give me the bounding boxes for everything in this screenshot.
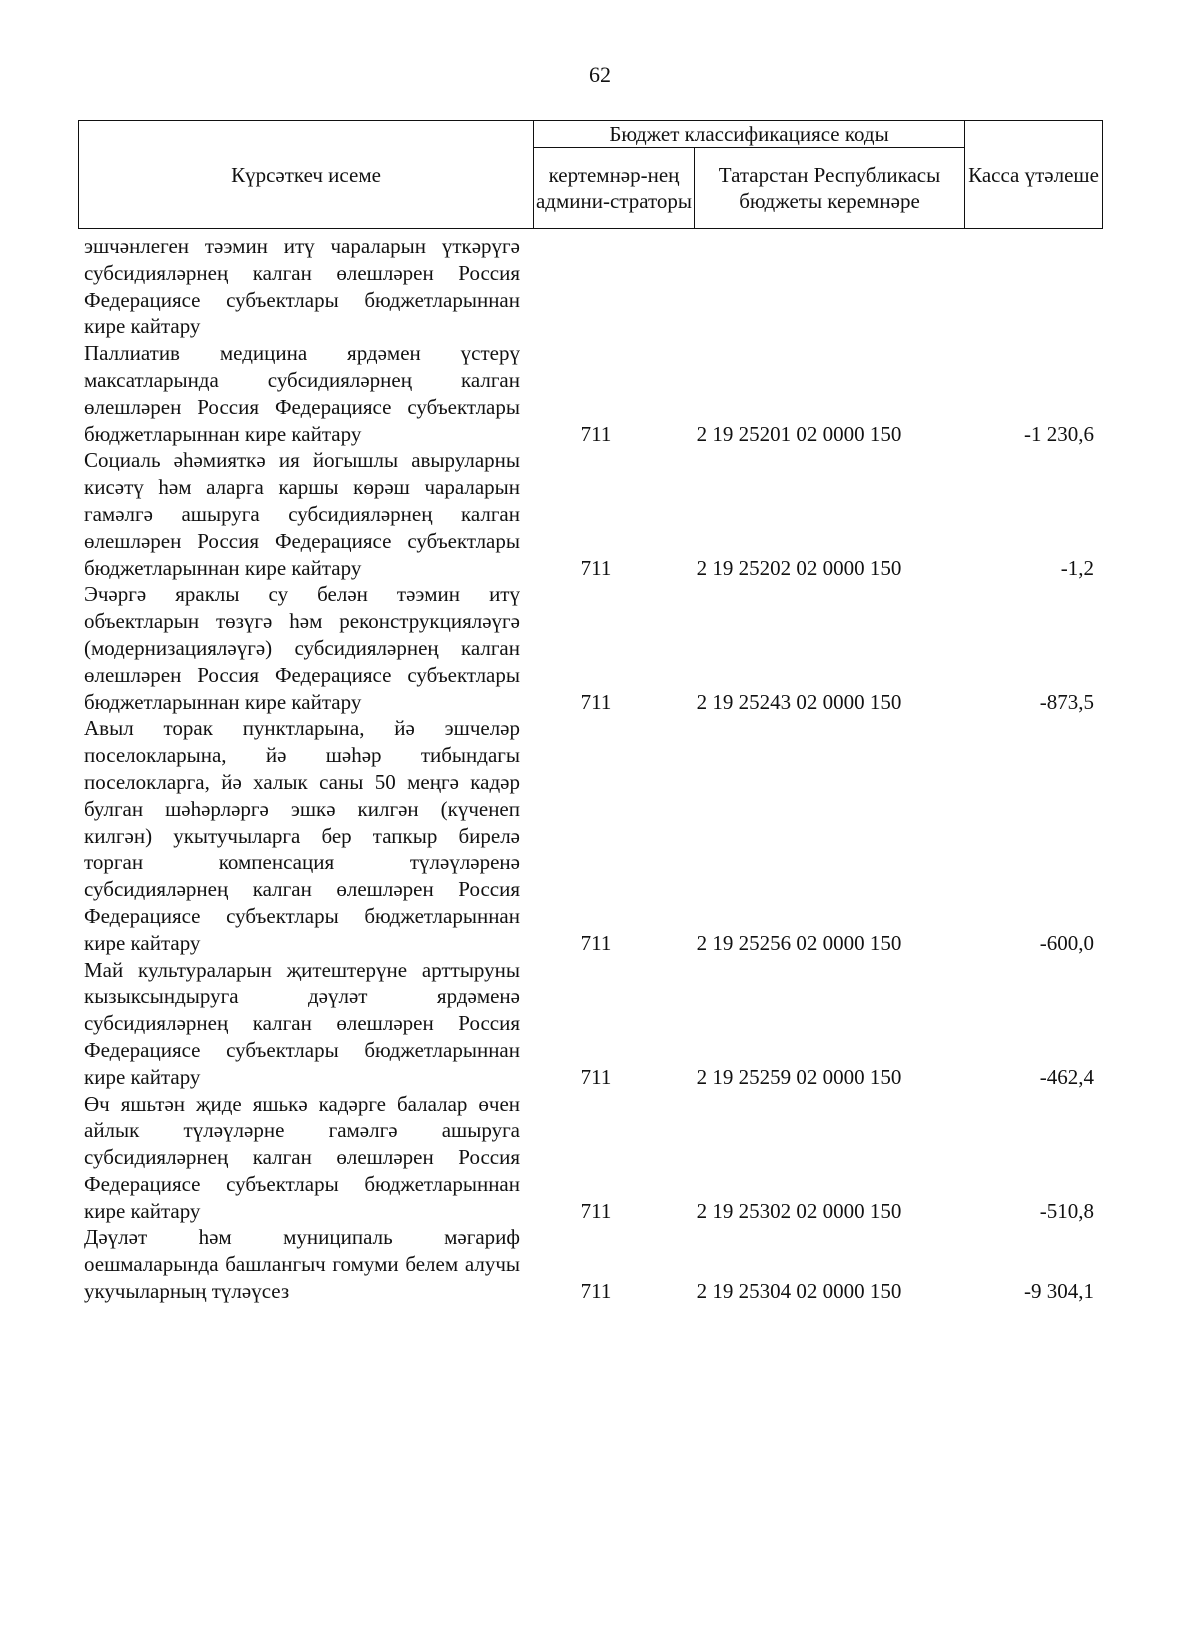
row-name: Май культураларын җитештерүне арттыруны кызыксындыруга дәүләт ярдәменә субсидияләрнең калган өлешләрен Россия Федерациясе субъектлары бюджетларыннан кире кайтару [84,957,520,1089]
row-name: Авыл торак пунктларына, йә эшчеләр поселокларына, йә шәһәр тибындагы поселокларга, йә халык саны 50 меңгә кадәр булган шәһәрләргә эшкә килгән (күченеп килгән) укытучыларга бер тапкыр бирелә торган компенсация түләүләренә субсидияләрнең калган өлешләрен Россия Федерациясе субъектлары бюджетларыннан кире кайтару [84,716,520,955]
table-row [84,233,1134,340]
row-code: 2 19 25256 02 0000 150 [696,930,902,955]
column-header-cash: Касса үтәлеше [965,121,1103,229]
table-body [84,233,1134,1305]
row-name: Эчәргә яраклы су белән тәэмин итү объектларын төзүгә һәм реконструкцияләүгә (модернизацияләүгә) субсидияләрнең калган өлешләрен Россия Федерациясе субъектлары бюджетларыннан кире кайтару [84,582,520,714]
table-row [84,340,1134,447]
table-row [84,1224,1134,1304]
table-row [84,1091,1134,1225]
row-code: 2 19 25302 02 0000 150 [696,1198,902,1223]
row-cash: -9 304,1 [1024,1279,1094,1304]
row-code: 2 19 25202 02 0000 150 [696,555,902,580]
row-cash: -600,0 [1039,930,1094,955]
row-admin: 711 [580,1279,612,1304]
row-cash: -462,4 [1039,1064,1094,1089]
row-code: 2 19 25259 02 0000 150 [696,1064,902,1089]
row-admin: 711 [580,421,612,446]
row-code: 2 19 25304 02 0000 150 [696,1279,902,1304]
row-admin: 711 [580,1064,612,1089]
row-admin: 711 [580,689,612,714]
row-admin: 711 [580,555,612,580]
column-group-budget-code: Бюджет классификациясе коды [534,121,965,148]
row-name: Өч яшьтән җиде яшькә кадәрге балалар өчен айлык түләүләрне гамәлгә ашыруга субсидияләрнең калган өлешләрен Россия Федерациясе субъектлары бюджетларыннан кире кайтару [84,1091,520,1223]
row-name: Социаль әһәмияткә ия йогышлы авыруларны кисәтү һәм аларга каршы көрәш чараларын гамәлгә ашыруга субсидияләрнең калган өлешләрен Россия Федерациясе субъектлары бюджетларыннан кире кайтару [84,448,520,580]
table-row [84,447,1134,581]
row-cash: -510,8 [1039,1198,1094,1223]
row-cash: -873,5 [1039,689,1094,714]
table-header [78,120,1103,229]
row-name: эшчәнлеген тәэмин итү чараларын үткәрүгә субсидияләрнең калган өлешләрен Россия Федерациясе субъектлары бюджетларыннан кире кайтару [84,234,520,339]
row-code: 2 19 25201 02 0000 150 [696,421,902,446]
row-code: 2 19 25243 02 0000 150 [696,689,902,714]
table-row [84,581,1134,715]
row-name: Дәүләт һәм муниципаль мәгариф оешмаларында башлангыч гомуми белем алучы укучыларның түләүсез [84,1225,520,1304]
column-header-admin: кертемнәр-нең админи-страторы [534,148,695,229]
row-admin: 711 [580,1198,612,1223]
table-row [84,715,1134,956]
column-header-name: Күрсәткеч исеме [79,121,534,229]
row-name: Паллиатив медицина ярдәмен үстерү максатларында субсидияләрнең калган өлешләрен Россия Федерациясе субъектлары бюджетларыннан кире кайтару [84,341,520,446]
page-number: 62 [589,62,611,87]
row-cash: -1 230,6 [1024,421,1094,446]
row-admin: 711 [580,930,612,955]
column-header-code: Татарстан Республикасы бюджеты керемнәре [695,148,965,229]
row-cash: -1,2 [1060,555,1094,580]
table-row [84,957,1134,1091]
